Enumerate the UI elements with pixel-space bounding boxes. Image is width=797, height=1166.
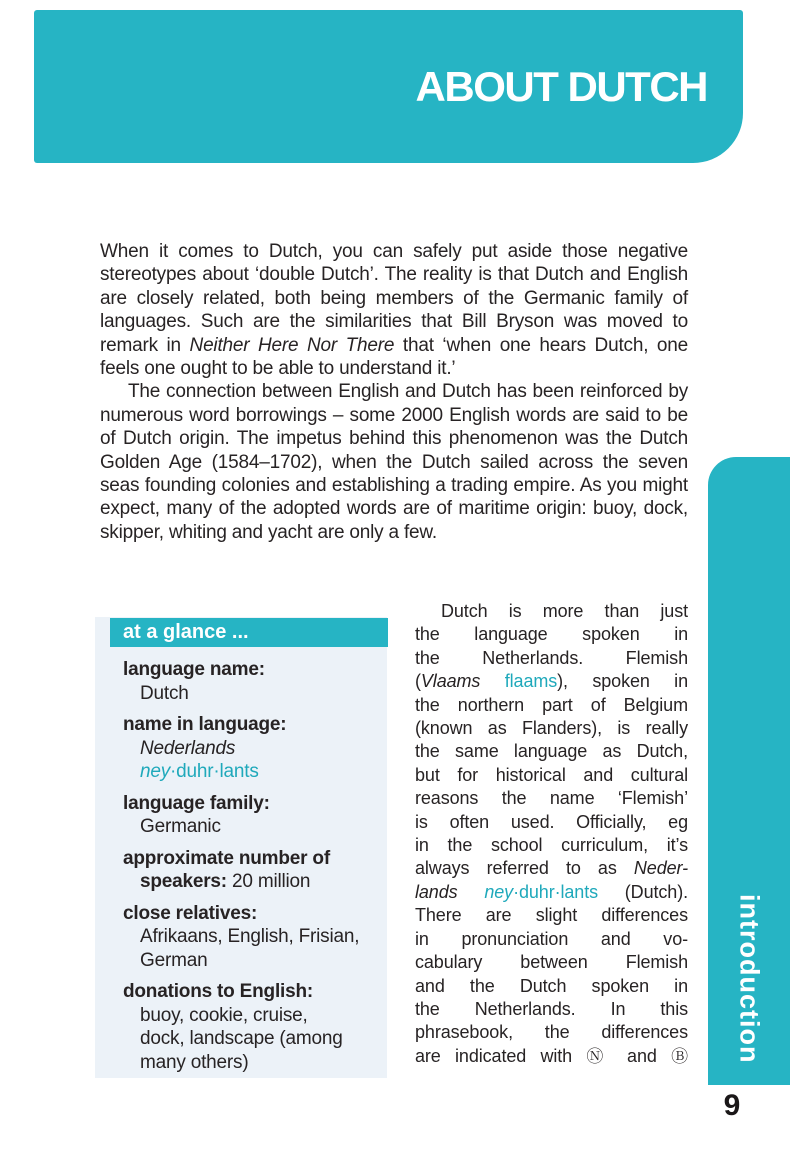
pronunciation-text: ·duhr·lants (513, 881, 598, 902)
text-segment: phrasebook, the differences (415, 1022, 688, 1043)
glance-entry (123, 980, 379, 1074)
text-segment: ), spoken in (557, 671, 688, 692)
text-line (415, 1021, 688, 1044)
glance-label: language family: (123, 792, 270, 814)
section-tab-label: introduction (734, 893, 765, 1063)
glance-value-line (123, 737, 379, 761)
text-segment: German (140, 949, 208, 971)
text-line (415, 694, 688, 717)
glance-heading: at a glance ... (110, 618, 388, 647)
pronunciation-text: ney (140, 761, 171, 782)
text-segment: Afrikaans, English, Frisian, (140, 926, 360, 947)
text-segment: reasons the name ‘Flemish’ (415, 788, 688, 809)
pronunciation-text: ·duhr·lants (170, 761, 259, 782)
glance-box (95, 617, 387, 1078)
text-segment: always referred to as (415, 858, 634, 879)
text-segment: but for historical and cultural (415, 764, 688, 785)
text-segment: (Dutch). (598, 881, 688, 902)
text-segment: the Netherlands. In this (415, 998, 688, 1019)
glance-label: approximate number of (123, 847, 330, 869)
glance-value-line (123, 1004, 379, 1028)
text-segment: 20 million (226, 871, 311, 892)
text-segment: (known as Flanders), is really (415, 718, 688, 739)
glance-label: donations to English: (123, 981, 314, 1002)
glance-value-line (123, 949, 379, 973)
text-segment: and the Dutch spoken in (415, 975, 688, 996)
glance-entry (123, 658, 379, 705)
text-segment: the Netherlands. Flemish (415, 647, 688, 668)
text-line (415, 857, 688, 880)
text-segment: dock, landscape (among (140, 1028, 343, 1049)
glance-value-line (123, 870, 379, 894)
text-line (415, 928, 688, 951)
italic-text: Nederlands (140, 737, 236, 759)
glance-label: name in language: (123, 714, 287, 735)
glance-entries (123, 658, 379, 1082)
glance-entry (123, 713, 379, 784)
text-line (415, 811, 688, 834)
intro-paragraph-1 (100, 240, 688, 380)
section-tab (708, 457, 790, 1085)
page-number: 9 (723, 1089, 741, 1122)
glance-value-line (123, 1027, 379, 1051)
text-segment: There are slight differences (415, 905, 688, 926)
text-segment: the northern part of Belgium (415, 694, 688, 715)
text-segment: in pronunciation and vo- (415, 928, 688, 949)
text-line (415, 787, 688, 810)
page-title: ABOUT DUTCH (415, 62, 707, 110)
text-segment: Dutch (140, 682, 189, 704)
text-line (415, 904, 688, 927)
text-line (415, 1045, 688, 1069)
glance-entry (123, 902, 379, 973)
text-line (415, 998, 688, 1021)
text-segment: buoy, cookie, cruise, (140, 1004, 308, 1026)
text-line (415, 670, 688, 693)
glance-value-line (123, 682, 379, 706)
italic-text: Neither Here Nor There (189, 334, 395, 356)
text-segment: When it comes to Dutch, you can safely put aside those negative stereotypes about ‘double Dutch’. The reality is that Dutch and English are closely related, both being members of the Germanic family of languages. Such are the similarities that Bill Bryson was moved to remark in (100, 241, 688, 356)
glance-entry (123, 847, 379, 894)
glance-entry (123, 792, 379, 839)
text-segment: Dutch is more than just (441, 601, 688, 621)
italic-text: Vlaams (420, 671, 481, 692)
text-line (415, 717, 688, 740)
text-segment: cabulary between Flemish (415, 952, 688, 973)
glance-value-line (123, 1051, 379, 1075)
glance-value-line (123, 815, 379, 839)
text-line (415, 623, 688, 646)
text-segment: the same language as Dutch, (415, 741, 688, 762)
text-line (415, 975, 688, 998)
text-segment: the language spoken in (415, 624, 688, 645)
text-segment: ( (415, 671, 421, 692)
text-segment: in the school curriculum, it’s (415, 835, 688, 856)
text-line (415, 951, 688, 974)
flemish-column (415, 600, 688, 1069)
glance-value-line (123, 925, 379, 949)
text-line (415, 764, 688, 787)
text-segment (458, 882, 485, 902)
text-segment: that ‘when one hears Dutch, one feels one ought to be able to understand it.’ (100, 334, 688, 380)
text-line (415, 600, 688, 623)
text-segment: many others) (140, 1051, 249, 1073)
text-segment: and (612, 1045, 672, 1066)
text-segment: is often used. Officially, eg (415, 811, 688, 832)
text-segment (480, 671, 504, 691)
italic-text: lands (415, 881, 458, 902)
text-line (415, 740, 688, 763)
text-line (415, 647, 688, 670)
text-segment: Germanic (140, 816, 221, 837)
italic-text: Neder- (633, 858, 688, 879)
intro-section (100, 240, 688, 544)
text-line (415, 834, 688, 857)
circled-letter-symbol: Ⓝ (586, 1046, 613, 1067)
text-line (415, 881, 688, 904)
glance-value-line (123, 760, 379, 784)
glance-label: close relatives: (123, 902, 258, 924)
circled-letter-symbol: Ⓑ (671, 1046, 688, 1067)
pronunciation-text: flaams (504, 671, 558, 692)
glance-label: language name: (123, 659, 265, 680)
intro-paragraph-2: The connection between English and Dutch has been reinforced by numerous word borrowings – some 2000 English words are said to be of Dutch origin. The impetus behind this phenomenon was the Dutch Golden Age (1584–1702), when the Dutch sailed across the seven seas founding colonies and establishing a trading empire. As you might expect, many of the adopted words are of maritime origin: buoy, dock, skipper, whiting and yacht are only a few. (100, 381, 688, 543)
text-segment: are indicated with (415, 1045, 587, 1066)
pronunciation-text: ney (484, 881, 514, 902)
chapter-header (34, 10, 743, 163)
bold-text: speakers: (140, 871, 227, 892)
